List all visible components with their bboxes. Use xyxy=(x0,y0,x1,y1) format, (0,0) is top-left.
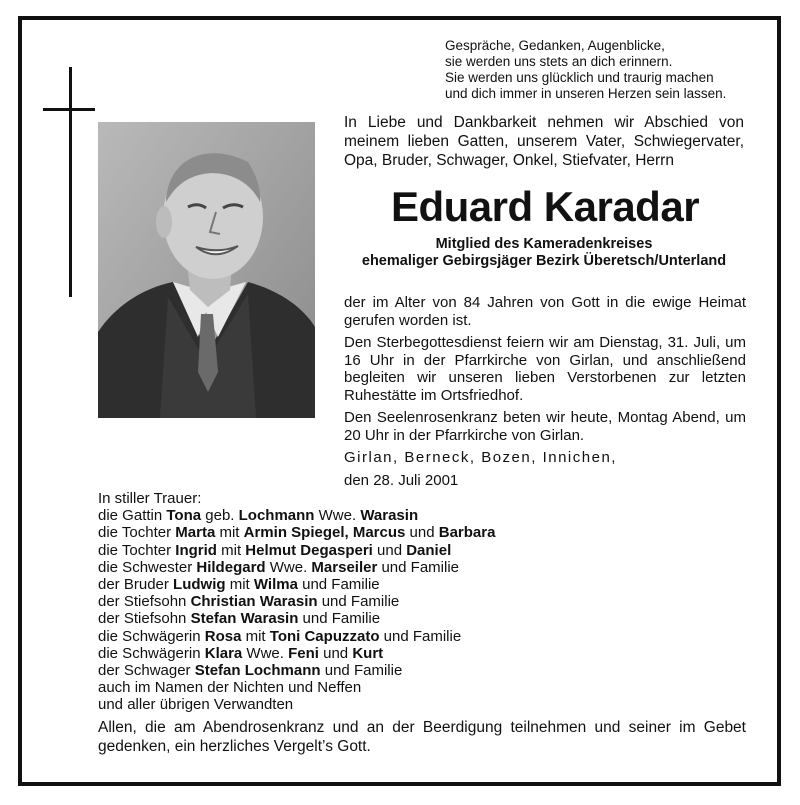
mourner-relation: die Schwester xyxy=(98,558,197,576)
mourner-line xyxy=(98,542,738,559)
mourner-relation: die Tochter xyxy=(98,524,176,542)
intro-text xyxy=(344,113,744,170)
mourner-line xyxy=(98,628,738,645)
announcement-body xyxy=(344,294,746,489)
mourner-line xyxy=(98,696,738,713)
mourner-name: Feni xyxy=(288,644,319,662)
mourner-line xyxy=(98,576,738,593)
place-line: Girlan, Berneck, Bozen, Innichen, xyxy=(344,449,617,466)
mourner-line xyxy=(98,662,738,679)
cross-icon xyxy=(69,67,72,297)
funeral-service-paragraph: Den Sterbegottesdienst feiern wir am Dienstag, 31. Juli, um 16 Uhr in der Pfarrkirche von Girlan, und anschließend begleiten wir unseren lieben Verstorbenen zur letzten Ruhestätte im Ortsfriedhof. xyxy=(344,334,746,404)
mourner-name: Klara xyxy=(204,644,243,662)
portrait-photo xyxy=(98,122,315,418)
mourner-relation: der Schwager xyxy=(98,662,195,680)
intro-line-2: meinem lieben Gatten, unserem Vater, Schwiegervater, xyxy=(344,133,744,150)
deceased-name: Eduard Karadar xyxy=(390,183,700,230)
mourner-relation: die Schwägerin xyxy=(98,644,205,662)
membership-line-2: ehemaliger Gebirgsjäger Bezirk Überetsch/Unterland xyxy=(361,253,727,269)
mourner-relation: und Familie xyxy=(317,593,400,611)
mourner-relation: die Schwägerin xyxy=(98,627,205,645)
announcement-paragraph-1: der im Alter von 84 Jahren von Gott in die ewige Heimat gerufen worden ist. xyxy=(344,294,746,329)
mourner-name: Helmut Degasperi xyxy=(245,541,373,559)
mourner-relation: der Stiefsohn xyxy=(98,593,191,611)
mourner-line xyxy=(98,507,738,524)
mourner-relation: und Familie xyxy=(297,576,380,594)
mourner-name: Kurt xyxy=(352,644,384,662)
mourner-name: Wilma xyxy=(253,576,298,594)
mourner-relation: und Familie xyxy=(377,558,459,576)
mourner-line xyxy=(98,524,738,541)
mourner-name: Barbara xyxy=(438,524,496,542)
mourner-line xyxy=(98,593,738,610)
mourner-relation: und Familie xyxy=(320,662,403,680)
mourner-name: Ingrid xyxy=(175,541,217,559)
thanks-text: Allen, die am Abendrosenkranz und an der Beerdigung teilnehmen und seiner im Gebet gedenken, ein herzliches Vergelt’s Gott. xyxy=(98,719,746,755)
mourner-relation: die Tochter xyxy=(98,541,176,559)
mourner-relation: auch im Namen der Nichten und Neffen xyxy=(98,679,362,697)
mourner-relation: die Gattin xyxy=(98,507,167,525)
mourner-relation: Wwe. xyxy=(242,644,289,662)
mourner-relation: und aller übrigen Verwandten xyxy=(98,696,294,714)
mourner-relation: und xyxy=(405,524,439,542)
mourner-relation: Wwe. xyxy=(265,558,312,576)
intro-line-3: Opa, Bruder, Schwager, Onkel, Stiefvater, Herrn xyxy=(344,152,674,169)
mourner-relation: und Familie xyxy=(379,627,462,645)
mourner-name: Stefan Lochmann xyxy=(194,662,321,680)
mourner-line xyxy=(98,679,738,696)
mourner-relation: und Familie xyxy=(298,610,381,628)
mourner-name: Hildegard xyxy=(196,558,266,576)
mourner-name: Warasin xyxy=(360,507,419,525)
portrait-illustration xyxy=(98,122,315,418)
mourner-relation: mit xyxy=(216,541,246,559)
mourner-name: Daniel xyxy=(406,541,452,559)
mourner-relation: Wwe. xyxy=(314,507,361,525)
mourner-relation: mit xyxy=(215,524,244,542)
mourner-name: Ludwig xyxy=(173,576,226,594)
mourner-line xyxy=(98,645,738,662)
membership-line-1: Mitglied des Kameradenkreises xyxy=(435,236,653,252)
mourner-relation: mit xyxy=(241,627,270,645)
mourner-name: Marseiler xyxy=(311,558,378,576)
mourner-name: Rosa xyxy=(204,627,242,645)
mourner-name: Stefan Warasin xyxy=(190,610,299,628)
mourner-name: Toni Capuzzato xyxy=(269,627,380,645)
rosary-paragraph: Den Seelenrosenkranz beten wir heute, Montag Abend, um 20 Uhr in der Pfarrkirche von Girlan. xyxy=(344,409,746,444)
mourners-list xyxy=(98,490,738,714)
mourner-relation: der Bruder xyxy=(98,576,174,594)
mourner-name: Marta xyxy=(175,524,216,542)
mourner-relation: und xyxy=(318,644,353,662)
mourner-name: Armin Spiegel, Marcus xyxy=(243,524,406,542)
mourner-line xyxy=(98,559,738,576)
mourner-name: Lochmann xyxy=(238,507,315,525)
date-line: den 28. Juli 2001 xyxy=(344,471,459,489)
mourner-relation: geb. xyxy=(201,507,239,525)
cross-icon-bar xyxy=(43,108,95,111)
mourner-relation: mit xyxy=(225,576,254,594)
poem: Gespräche, Gedanken, Augenblicke, sie werden uns stets an dich erinnern. Sie werden uns glücklich und traurig machen und dich immer in unseren Herzen sein lassen. xyxy=(445,38,727,101)
mourner-line xyxy=(98,610,738,627)
intro-line-1: In Liebe und Dankbarkeit nehmen wir Abschied von xyxy=(344,114,744,131)
mourners-heading: In stiller Trauer: xyxy=(98,490,202,507)
mourner-relation: und xyxy=(372,541,407,559)
mourner-name: Christian Warasin xyxy=(190,593,318,611)
mourner-relation: der Stiefsohn xyxy=(98,610,191,628)
mourner-name: Tona xyxy=(166,507,202,525)
membership-note xyxy=(344,236,744,270)
